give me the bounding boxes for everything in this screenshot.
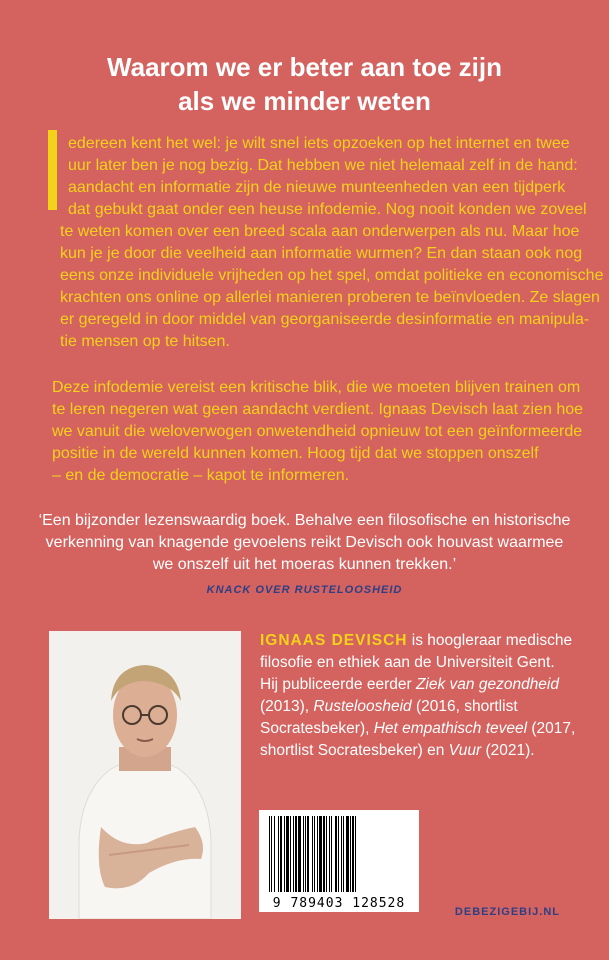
book-title: Ziek van gezondheid [415, 676, 559, 693]
quote-source-prefix: KNACK OVER [206, 584, 295, 596]
barcode-bar [293, 816, 294, 892]
paragraph-line: positie in de wereld kunnen komen. Hoog tijd dat we stoppen onszelf [52, 445, 539, 462]
barcode-bar [350, 816, 351, 892]
title-line-2: als we minder weten [178, 86, 431, 116]
quote-source-title: RUSTELOOSHEID [294, 584, 403, 596]
author-photo [49, 631, 241, 919]
barcode-bar [271, 816, 272, 892]
bio-text: is hoogleraar medische [407, 632, 573, 649]
barcode-bar [338, 816, 339, 892]
intro-line: te weten komen over een breed scala aan onderwerpen als nu. Maar hoe [60, 223, 580, 240]
barcode-bar [317, 816, 318, 892]
barcode-bar [295, 816, 297, 892]
bio-line-6 [260, 740, 575, 762]
bio-text: (2017, [527, 720, 576, 737]
barcode-bar [314, 816, 315, 892]
bio-text: (2021). [481, 742, 535, 759]
barcode-bar [346, 816, 349, 892]
second-paragraph [52, 377, 583, 487]
paragraph-line: – en de democratie – kapot te informeren. [52, 467, 350, 484]
bio-text: Hij publiceerde eerder [260, 676, 416, 693]
barcode-bar [298, 816, 301, 892]
author-name: IGNAAS DEVISCH [260, 632, 408, 649]
barcode-bar [307, 816, 309, 892]
intro-line: uur later ben je nog bezig. Dat hebben we niet helemaal zelf in de hand: [68, 157, 578, 174]
back-cover-title [0, 50, 609, 118]
bio-line-1 [260, 630, 575, 652]
intro-line: tie mensen op te hitsen. [60, 333, 230, 350]
barcode-bar [278, 816, 279, 892]
barcode-bar [290, 816, 291, 892]
intro-paragraph [60, 133, 603, 353]
bio-text: (2016, shortlist [411, 698, 518, 715]
bio-line-2 [260, 652, 575, 674]
barcode-bars [259, 810, 419, 896]
quote-line: verkenning van knagende gevoelens reikt Devisch ook houvast waarmee [45, 534, 564, 551]
barcode-bar [341, 816, 342, 892]
title-line-1: Waarom we er beter aan toe zijn [107, 52, 502, 82]
publisher-url[interactable]: DEBEZIGEBIJ.NL [454, 906, 560, 918]
barcode-bar [323, 816, 325, 892]
quote-line: ‘Een bijzonder lezenswaardig boek. Behalve een filosofische en historische [38, 512, 571, 529]
review-quote [0, 510, 609, 576]
intro-line: dat gebukt gaat onder een heuse infodemie. Nog nooit konden we zoveel [68, 201, 587, 218]
paragraph-line: we vanuit die weloverwogen onwetendheid opnieuw tot een geïnformeerde [52, 423, 583, 440]
barcode-bar [343, 816, 344, 892]
intro-line: kun je je door die veelheid aan informatie wurmen? En dan staan ook nog [60, 245, 583, 262]
bio-text: shortlist Socratesbeker) en [260, 742, 449, 759]
bio-line-5 [260, 718, 575, 740]
author-bio [260, 630, 575, 762]
barcode-bar [355, 816, 356, 892]
intro-line: edereen kent het wel: je wilt snel iets opzoeken op het internet en twee [68, 135, 570, 152]
barcode-bar [286, 816, 289, 892]
barcode-bar [319, 816, 322, 892]
isbn-barcode [259, 810, 419, 912]
intro-line: er geregeld in door middel van georganiseerde desinformatie en manipula- [60, 311, 590, 328]
book-title: Rusteloosheid [313, 698, 412, 715]
intro-line: aandacht en informatie zijn de nieuwe munteenheden van een tijdperk [68, 179, 566, 196]
barcode-bar [331, 816, 332, 892]
barcode-bar [284, 816, 285, 892]
barcode-bar [335, 816, 337, 892]
book-title: Het empathisch teveel [373, 720, 528, 737]
quote-line: we onszelf uit het moeras kunnen trekken.’ [152, 556, 457, 573]
bio-text: filosofie en ethiek aan de Universiteit Gent. [260, 654, 555, 671]
barcode-bar [280, 816, 282, 892]
intro-line: eens onze individuele vrijheden op het spel, omdat politieke en economische [60, 267, 604, 284]
drop-cap-i [48, 130, 57, 210]
paragraph-line: te leren negeren wat geen aandacht verdient. Ignaas Devisch laat zien hoe [52, 401, 584, 418]
isbn-number: 9 789403 128528 [272, 896, 406, 911]
bio-line-3 [260, 674, 575, 696]
bio-text: (2013), [260, 698, 314, 715]
paragraph-line: Deze infodemie vereist een kritische blik, die we moeten blijven trainen om [52, 379, 581, 396]
book-title: Vuur [448, 742, 482, 759]
barcode-bar [305, 816, 306, 892]
quote-source [0, 584, 609, 596]
bio-line-4 [260, 696, 575, 718]
barcode-bar [312, 816, 313, 892]
bio-text: Socratesbeker), [260, 720, 374, 737]
barcode-bar [269, 816, 270, 892]
intro-line: krachten ons online op allerlei manieren proberen te beïnvloeden. Ze slagen [60, 289, 600, 306]
barcode-bar [274, 816, 275, 892]
barcode-bar [352, 816, 354, 892]
barcode-bar [329, 816, 330, 892]
barcode-bar [303, 816, 304, 892]
barcode-bar [326, 816, 327, 892]
